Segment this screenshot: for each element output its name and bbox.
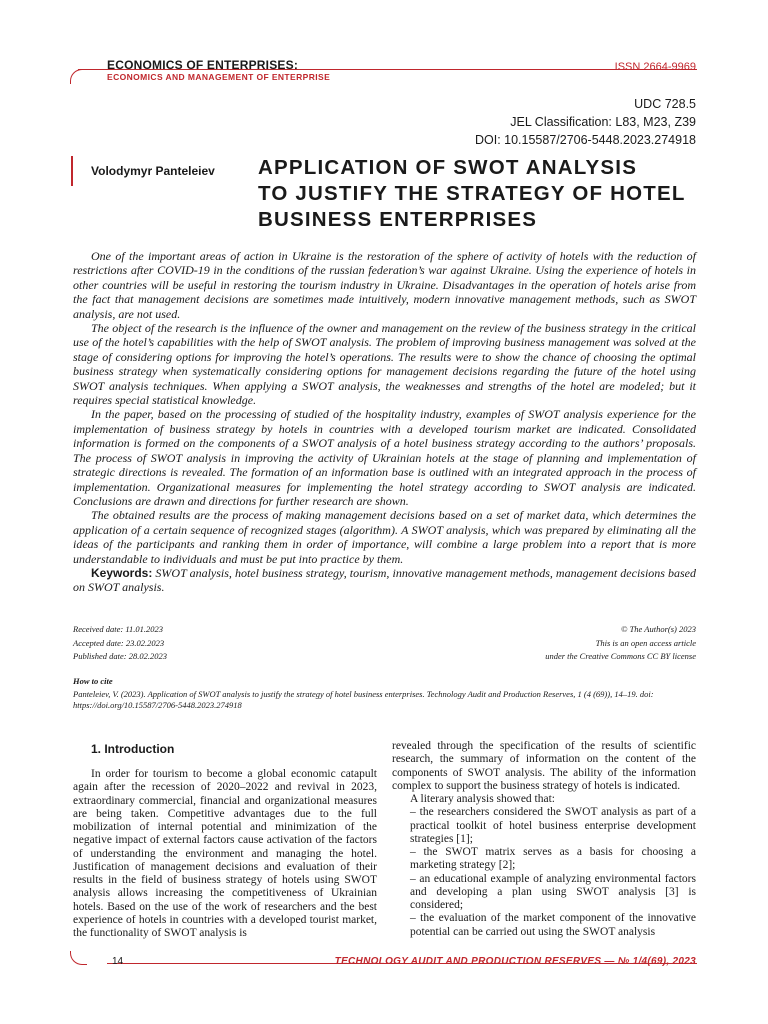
intro-column-right	[392, 740, 696, 939]
abstract	[73, 249, 696, 595]
citation-text: Panteleiev, V. (2023). Application of SWOT analysis to justify the strategy of hotel business enterprises. Technology Audit and Production Reserves, 1 (4 (69)), 14–19. doi: https://doi.org/10.15587/2706-5448.2023.274918	[73, 689, 654, 710]
abstract-paragraph: The object of the research is the influence of the owner and management on the review of the business strategy in the critical use of the hotel’s capabilities with the help of SWOT analysis. The problem of improving business management was solved at the stage of considering options for improving the hotel’s operations. The results were to show the chance of choosing the optimal business strategy when systematically considering options for management decisions regarding the future of the hotel using SWOT analysis techniques. When applying a SWOT analysis, the weaknesses and strengths of the hotel are modeled; but it requires special statistical knowledge.	[73, 321, 696, 408]
list-item: – an educational example of analyzing environmental factors and developing a plan using SWOT analysis [3] is considered;	[410, 872, 696, 911]
accepted-date: Accepted date: 23.02.2023	[73, 637, 165, 648]
published-date: Published date: 28.02.2023	[73, 651, 167, 661]
license-info	[545, 623, 696, 664]
doi: DOI: 10.15587/2706-5448.2023.274918	[474, 133, 696, 147]
list-item: – the evaluation of the market component of the innovative potential can be carried out using the SWOT analysis	[410, 912, 696, 938]
license-note: under the Creative Commons CC BY license	[545, 651, 696, 661]
jel-classification: JEL Classification: L83, M23, Z39	[510, 115, 696, 129]
keywords-text: SWOT analysis, hotel business strategy, tourism, innovative management methods, management decisions based on SWOT analysis.	[73, 565, 696, 595]
author-name: Volodymyr Panteleiev	[91, 164, 215, 178]
journal-section: ECONOMICS OF ENTERPRISES:	[107, 58, 299, 72]
keywords-label: Keywords:	[91, 565, 153, 580]
intro-paragraph: In order for tourism to become a global economic catapult again after the recession of 2020–2022 and revival in 2023, extraordinary commercial, financial and organizational measures are being taken. Competitive advantages due to the full mobilization of internal potential and minimization of the negative impact of external factors cause activation of the factors of understanding the environment and managing the hotel. Justification of management decisions and evaluation of their results in the field of business strategy of hotels using SWOT analysis allows increasing the competitiveness of Ukrainian hotels. Based on the use of the work of researchers and the best experience of hotels in countries with a developed tourist market, the functionality of SWOT analysis is	[73, 768, 377, 939]
list-item: – the SWOT matrix serves as a basis for choosing a marketing strategy [2];	[410, 846, 696, 872]
intro-lead: A literary analysis showed that:	[410, 793, 555, 805]
intro-paragraph: revealed through the specification of the results of scientific research, the summary of information on the content of the components of SWOT analysis. The ability of the information complex to support the business strategy of hotels is indicated.	[392, 740, 696, 792]
abstract-paragraph: In the paper, based on the processing of studied of the hospitality industry, examples of SWOT analysis experience for the implementation of business strategy by hotels in countries with a developed tourism market are indicated. Consolidated information is formed on the components of a SWOT analysis of a hotel business strategy according to the authors’ proposals. The process of SWOT analysis in improving the activity of Ukrainian hotels at the stage of planning and implementation of strategic directions is revealed. The formation of an information base is outlined with an integrated approach in the process of implementation. Organizational measures for implementing the hotel strategy according to SWOT analysis are indicated. Conclusions are drawn and directions for further research are shown.	[73, 407, 696, 508]
author-marker	[71, 156, 73, 186]
udc: UDC 728.5	[634, 97, 696, 111]
journal-subsection: ECONOMICS AND MANAGEMENT OF ENTERPRISE	[107, 72, 331, 82]
citation-heading: How to cite	[73, 676, 113, 686]
footer-journal: TECHNOLOGY AUDIT AND PRODUCTION RESERVES — № 1/4(69), 2023	[334, 956, 696, 967]
article-title	[258, 155, 686, 233]
copyright: © The Author(s) 2023	[620, 624, 696, 634]
title-line-2: TO JUSTIFY THE STRATEGY OF HOTEL	[258, 182, 686, 205]
keywords	[73, 566, 696, 595]
article-dates	[73, 623, 167, 664]
received-date: Received date: 11.01.2023	[73, 624, 164, 634]
footer-decoration	[70, 951, 87, 965]
title-line-3: BUSINESS ENTERPRISES	[258, 208, 538, 231]
abstract-paragraph: One of the important areas of action in Ukraine is the restoration of the sphere of activity of hotels with the reduction of restrictions after COVID-19 in the conditions of the russian federation’s war against Ukraine. Using the experience of hotels in other countries will be useful in restoring the tourism industry in Ukraine. Disadvantages in the operation of hotels arise from the fact that management decisions are sometimes made intuitively, modern innovative management methods, such as SWOT analysis, are not used.	[73, 249, 696, 321]
intro-column-left	[73, 768, 377, 940]
section-heading: 1. Introduction	[91, 742, 175, 756]
page-number: 14	[112, 956, 124, 967]
issn: ISSN 2664-9969	[614, 61, 696, 73]
list-item: – the researchers considered the SWOT analysis as part of a practical toolkit of hotel business enterprise development strategies [1];	[410, 806, 696, 845]
header-decoration	[70, 69, 87, 84]
open-access-note: This is an open access article	[595, 637, 696, 648]
title-line-1: APPLICATION OF SWOT ANALYSIS	[258, 156, 638, 179]
abstract-paragraph: The obtained results are the process of making management decisions based on a set of market data, which determines the application of a certain sequence of recognized stages (algorithm). A SWOT analysis, which was prepared by eliminating all the ideas of the participants and ranking them in order of importance, will combine a large problem into a report that is more understandable to individuals and must be put into practice by them.	[73, 508, 696, 566]
